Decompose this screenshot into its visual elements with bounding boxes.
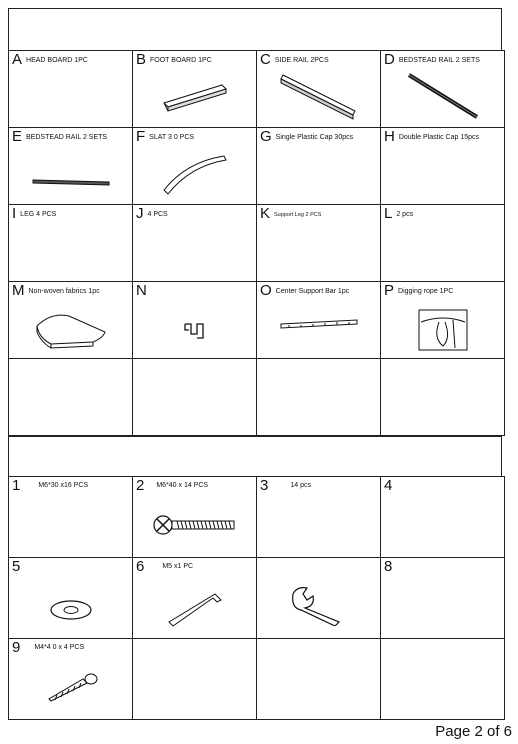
part-desc: Non-woven fabrics 1pc	[28, 288, 100, 295]
bolt-illustration	[133, 513, 256, 537]
hardware-desc: M4*4 0 x 4 PCS	[34, 644, 85, 651]
part-desc: 2 pcs	[396, 211, 414, 218]
part-desc: BEDSTEAD RAIL 2 SETS	[398, 57, 480, 64]
part-letter: C	[260, 51, 271, 68]
part-desc: 4 PCS	[147, 211, 168, 218]
header-band	[8, 8, 502, 50]
fabric-illustration	[9, 304, 132, 352]
part-cell-g	[257, 128, 381, 205]
hardware-number: 6	[136, 558, 145, 575]
empty-cell	[381, 359, 505, 436]
hardware-desc: 14 pcs	[290, 482, 311, 489]
part-letter: H	[384, 128, 395, 145]
hardware-header-band	[8, 436, 502, 476]
part-letter: D	[384, 51, 395, 68]
bedstead-rail-illustration	[9, 176, 132, 188]
parts-table	[8, 50, 505, 436]
wood-screw-illustration	[9, 671, 132, 705]
allen-key-illustration	[133, 588, 256, 628]
empty-cell	[133, 359, 257, 436]
parts-sheet	[8, 8, 502, 720]
center-support-bar-illustration	[257, 316, 380, 330]
part-cell-m	[9, 282, 133, 359]
part-cell-p	[381, 282, 505, 359]
bedstead-rail-illustration	[381, 71, 504, 121]
wrench-icon	[257, 584, 380, 626]
hardware-cell-2	[133, 477, 257, 558]
part-letter: G	[260, 128, 272, 145]
rope-illustration	[381, 308, 504, 352]
part-letter: F	[136, 128, 146, 145]
part-cell-o	[257, 282, 381, 359]
part-cell-a	[9, 51, 133, 128]
part-cell-e	[9, 128, 133, 205]
side-rail-illustration	[257, 71, 380, 123]
empty-cell	[257, 359, 381, 436]
part-letter: K	[260, 205, 271, 222]
slat-illustration	[133, 152, 256, 196]
part-letter: A	[12, 51, 23, 68]
part-cell-d	[381, 51, 505, 128]
part-letter: M	[12, 282, 25, 299]
bracket-illustration	[133, 320, 256, 340]
part-desc: Double Plastic Cap 15pcs	[398, 134, 479, 141]
part-cell-i	[9, 205, 133, 282]
part-cell-l	[381, 205, 505, 282]
hardware-cell-7	[257, 558, 381, 639]
part-letter: P	[384, 282, 395, 299]
hardware-desc: M6*40 x 14 PCS	[156, 482, 209, 489]
part-desc: FOOT BOARD 1PC	[150, 57, 212, 64]
hardware-number: 1	[12, 477, 21, 494]
foot-board-illustration	[133, 79, 256, 115]
part-cell-c	[257, 51, 381, 128]
empty-cell	[257, 639, 381, 720]
hardware-number: 8	[384, 558, 393, 575]
hardware-cell-4	[381, 477, 505, 558]
hardware-number: 9	[12, 639, 21, 656]
hardware-number: 4	[384, 477, 393, 494]
hardware-cell-5	[9, 558, 133, 639]
hardware-cell-6	[133, 558, 257, 639]
hardware-table	[8, 476, 505, 720]
empty-cell	[133, 639, 257, 720]
part-letter: N	[136, 282, 147, 299]
part-cell-n	[133, 282, 257, 359]
hardware-cell-1	[9, 477, 133, 558]
part-letter: E	[12, 128, 23, 145]
washer-illustration	[9, 598, 132, 622]
hardware-cell-3	[257, 477, 381, 558]
part-letter: I	[12, 205, 17, 222]
part-desc: LEG 4 PCS	[20, 211, 57, 218]
hardware-number: 5	[12, 558, 21, 575]
part-desc: BEDSTEAD RAIL 2 SETS	[26, 134, 108, 141]
part-cell-h	[381, 128, 505, 205]
part-desc: HEAD BOARD 1PC	[26, 57, 88, 64]
hardware-number: 3	[260, 477, 269, 494]
part-letter: B	[136, 51, 147, 68]
hardware-number: 2	[136, 477, 145, 494]
part-desc: Digging rope 1PC	[398, 288, 454, 295]
part-desc: Single Plastic Cap 30pcs	[275, 134, 354, 141]
empty-cell	[9, 359, 133, 436]
part-desc: SLAT 3 0 PCS	[149, 134, 195, 141]
hardware-desc: M6*30 x16 PCS	[38, 482, 89, 489]
part-cell-k	[257, 205, 381, 282]
hardware-desc: M5 x1 PC	[162, 563, 194, 570]
hardware-cell-9	[9, 639, 133, 720]
part-desc: Support Leg 2 PCS	[274, 212, 322, 218]
part-letter: J	[136, 205, 144, 222]
part-letter: O	[260, 282, 272, 299]
page-number: Page 2 of 6	[435, 723, 512, 740]
part-letter: L	[384, 205, 393, 222]
part-desc: Center Support Bar 1pc	[275, 288, 350, 295]
part-cell-j	[133, 205, 257, 282]
part-cell-b	[133, 51, 257, 128]
empty-cell	[381, 639, 505, 720]
part-desc: SIDE RAIL 2PCS	[274, 57, 329, 64]
part-cell-f	[133, 128, 257, 205]
hardware-cell-8	[381, 558, 505, 639]
